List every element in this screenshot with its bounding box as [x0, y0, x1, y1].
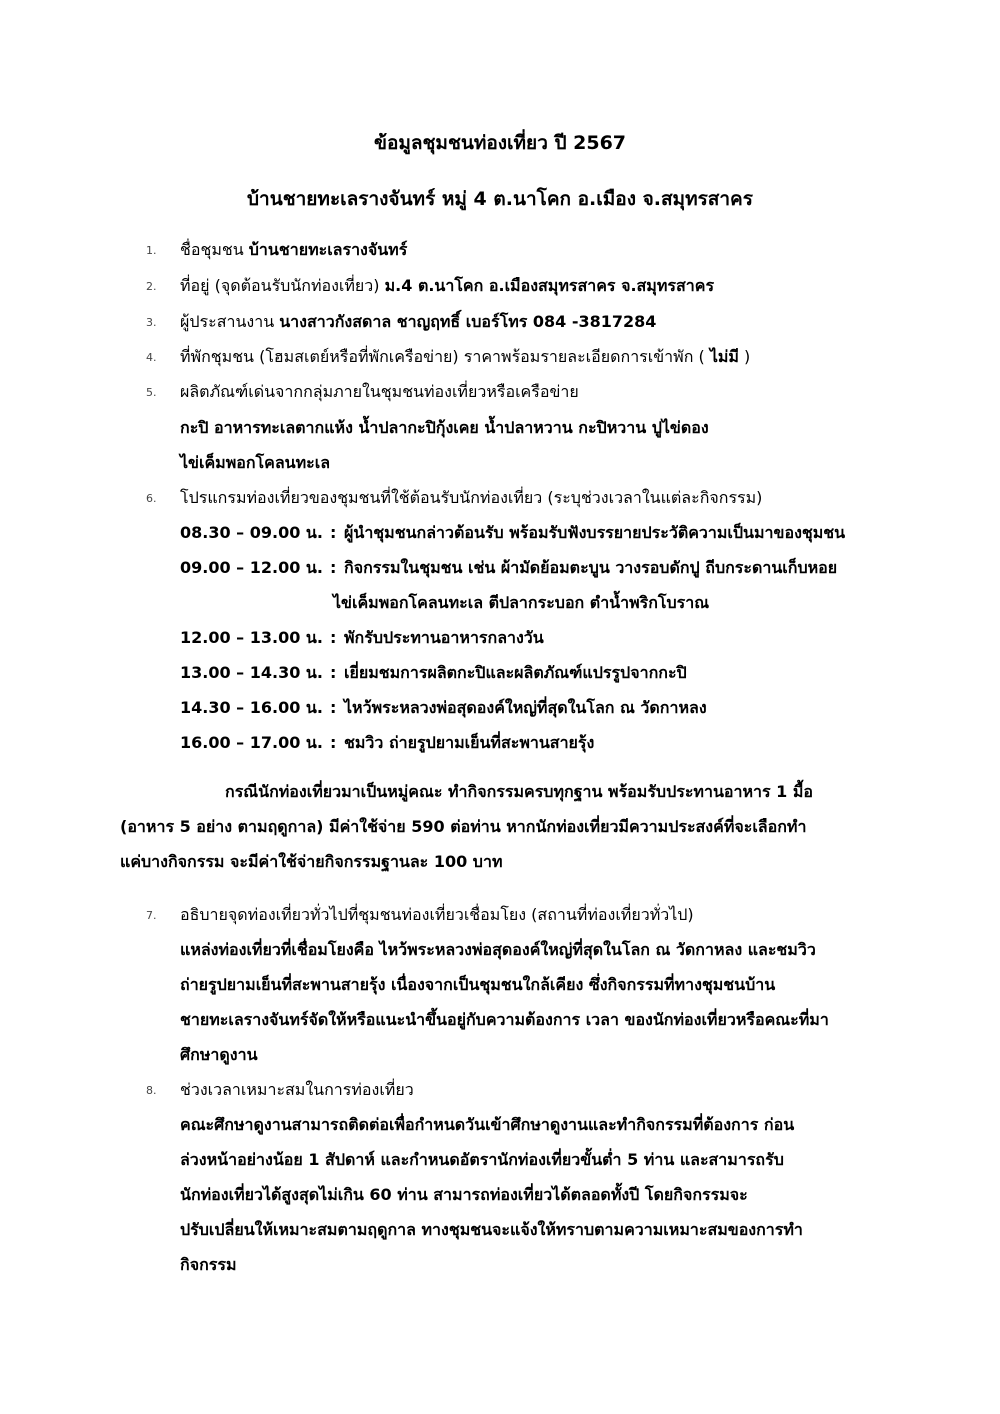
schedule-time: 09.00 – 12.00 น. [180, 558, 323, 577]
field-label: ที่อยู่ (จุดต้อนรับนักท่องเที่ยว) [180, 276, 385, 295]
field-value: บ้านชายทะเลรางจันทร์ [248, 240, 408, 259]
schedule-activity: เยี่ยมชมการผลิตกะปิและผลิตภัณฑ์แปรรูปจากกะปิ [344, 663, 687, 682]
homestay-line [180, 345, 750, 370]
schedule-time: 08.30 – 09.00 น. [180, 523, 323, 542]
schedule-activity: ไหว้พระหลวงพ่อสุดองค์ใหญ่ที่สุดในโลก ณ วัดกาหลง [344, 698, 707, 717]
products-label: ผลิตภัณฑ์เด่นจากกลุ่มภายในชุมชนท่องเที่ยวหรือเครือข่าย [180, 382, 579, 401]
schedule-row: 09.00 – 12.00 น. : กิจกรรมในชุมชน เช่น ผ้ามัดย้อมตะบูน วางรอบดักปู ถีบกระดานเก็บหอย [180, 556, 837, 581]
schedule-time: 12.00 – 13.00 น. [180, 628, 323, 647]
community-name-line [180, 238, 407, 263]
schedule-row: 14.30 – 16.00 น. : ไหว้พระหลวงพ่อสุดองค์ใหญ่ที่สุดในโลก ณ วัดกาหลง [180, 696, 707, 721]
page-subtitle: บ้านชายทะเลรางจันทร์ หมู่ 4 ต.นาโคก อ.เมือง จ.สมุทรสาคร [247, 188, 753, 210]
attractions-line: แหล่งท่องเที่ยวที่เชื่อมโยงคือ ไหว้พระหลวงพ่อสุดองค์ใหญ่ที่สุดในโลก ณ วัดกาหลง และชมวิว [180, 940, 816, 959]
item-number: 1. [146, 244, 157, 257]
item-number: 7. [146, 909, 157, 922]
attractions-line: ถ่ายรูปยามเย็นที่สะพานสายรุ้ง เนื่องจากเป็นชุมชนใกล้เคียง ซึ่งกิจกรรมที่ทางชุมชนบ้าน [180, 975, 776, 994]
group-note-line: แค่บางกิจกรรม จะมีค่าใช้จ่ายกิจกรรมฐานละ 100 บาท [120, 852, 503, 871]
address-line [180, 274, 714, 299]
item-number: 8. [146, 1084, 157, 1097]
group-note-line: กรณีนักท่องเที่ยวมาเป็นหมู่คณะ ทำกิจกรรมครบทุกฐาน พร้อมรับประทานอาหาร 1 มื้อ [225, 782, 814, 801]
group-note-line: (อาหาร 5 อย่าง ตามฤดูกาล) มีค่าใช้จ่าย 590 ต่อท่าน หากนักท่องเที่ยวมีความประสงค์ที่จะเลือกทำ [120, 817, 807, 836]
page-title: ข้อมูลชุมชนท่องเที่ยว ปี 2567 [373, 132, 627, 154]
season-line: คณะศึกษาดูงานสามารถติดต่อเพื่อกำหนดวันเข้าศึกษาดูงานและทำกิจกรรมที่ต้องการ ก่อน [180, 1115, 795, 1134]
field-value: ไม่มี [709, 347, 739, 366]
products-line: ไข่เค็มพอกโคลนทะเล [180, 453, 330, 472]
schedule-time: 16.00 – 17.00 น. [180, 733, 323, 752]
coordinator-line [180, 310, 656, 335]
season-line: กิจกรรม [180, 1255, 237, 1274]
schedule-activity: พักรับประทานอาหารกลางวัน [344, 628, 544, 647]
season-line: ล่วงหน้าอย่างน้อย 1 สัปดาห์ และกำหนดอัตรานักท่องเที่ยวขั้นต่ำ 5 ท่าน และสามารถรับ [180, 1150, 784, 1169]
field-value: นางสาวกังสดาล ชาญฤทธิ์ เบอร์โทร 084 -3817284 [279, 312, 657, 331]
attractions-line: ศึกษาดูงาน [180, 1045, 258, 1064]
schedule-activity-continued: ไข่เค็มพอกโคลนทะเล ตีปลากระบอก ตำน้ำพริกโบราณ [333, 593, 710, 612]
season-label: ช่วงเวลาเหมาะสมในการท่องเที่ยว [180, 1080, 414, 1099]
item-number: 2. [146, 280, 157, 293]
season-line: นักท่องเที่ยวได้สูงสุดไม่เกิน 60 ท่าน สามารถท่องเที่ยวได้ตลอดทั้งปี โดยกิจกรรมจะ [180, 1185, 748, 1204]
schedule-time: 14.30 – 16.00 น. [180, 698, 323, 717]
item-number: 3. [146, 316, 157, 329]
schedule-time: 13.00 – 14.30 น. [180, 663, 323, 682]
field-label: ผู้ประสานงาน [180, 312, 280, 331]
field-label: ที่พักชุมชน (โฮมสเตย์หรือที่พักเครือข่าย) ราคาพร้อมรายละเอียดการเข้าพัก ( [180, 347, 710, 366]
schedule-row: 16.00 – 17.00 น. : ชมวิว ถ่ายรูปยามเย็นที่สะพานสายรุ้ง [180, 731, 594, 756]
attractions-line: ชายทะเลรางจันทร์จัดให้หรือแนะนำขึ้นอยู่กับความต้องการ เวลา ของนักท่องเที่ยวหรือคณะที่มา [180, 1010, 829, 1029]
field-value: ม.4 ต.นาโคก อ.เมืองสมุทรสาคร จ.สมุทรสาคร [384, 276, 715, 295]
schedule-row: 13.00 – 14.30 น. : เยี่ยมชมการผลิตกะปิและผลิตภัณฑ์แปรรูปจากกะปิ [180, 661, 687, 686]
attractions-label: อธิบายจุดท่องเที่ยวทั่วไปที่ชุมชนท่องเที่ยวเชื่อมโยง (สถานที่ท่องเที่ยวทั่วไป) [180, 905, 694, 924]
schedule-activity: กิจกรรมในชุมชน เช่น ผ้ามัดย้อมตะบูน วางรอบดักปู ถีบกระดานเก็บหอย [344, 558, 838, 577]
item-number: 6. [146, 492, 157, 505]
schedule-activity: ผู้นำชุมชนกล่าวต้อนรับ พร้อมรับฟังบรรยายประวัติความเป็นมาของชุมชน [344, 523, 846, 542]
schedule-row: 08.30 – 09.00 น. : ผู้นำชุมชนกล่าวต้อนรับ พร้อมรับฟังบรรยายประวัติความเป็นมาของชุมชน [180, 521, 845, 546]
field-tail: ) [738, 347, 751, 366]
program-label: โปรแกรมท่องเที่ยวของชุมชนที่ใช้ต้อนรับนักท่องเที่ยว (ระบุช่วงเวลาในแต่ละกิจกรรม) [180, 488, 763, 507]
products-line: กะปิ อาหารทะเลตากแห้ง น้ำปลากะปิกุ้งเคย น้ำปลาหวาน กะปิหวาน ปูไข่ดอง [180, 418, 709, 437]
season-line: ปรับเปลี่ยนให้เหมาะสมตามฤดูกาล ทางชุมชนจะแจ้งให้ทราบตามความเหมาะสมของการทำ [180, 1220, 803, 1239]
item-number: 4. [146, 351, 157, 364]
item-number: 5. [146, 386, 157, 399]
schedule-activity: ชมวิว ถ่ายรูปยามเย็นที่สะพานสายรุ้ง [344, 733, 595, 752]
field-label: ชื่อชุมชน [180, 240, 249, 259]
schedule-row: 12.00 – 13.00 น. : พักรับประทานอาหารกลางวัน [180, 626, 544, 651]
